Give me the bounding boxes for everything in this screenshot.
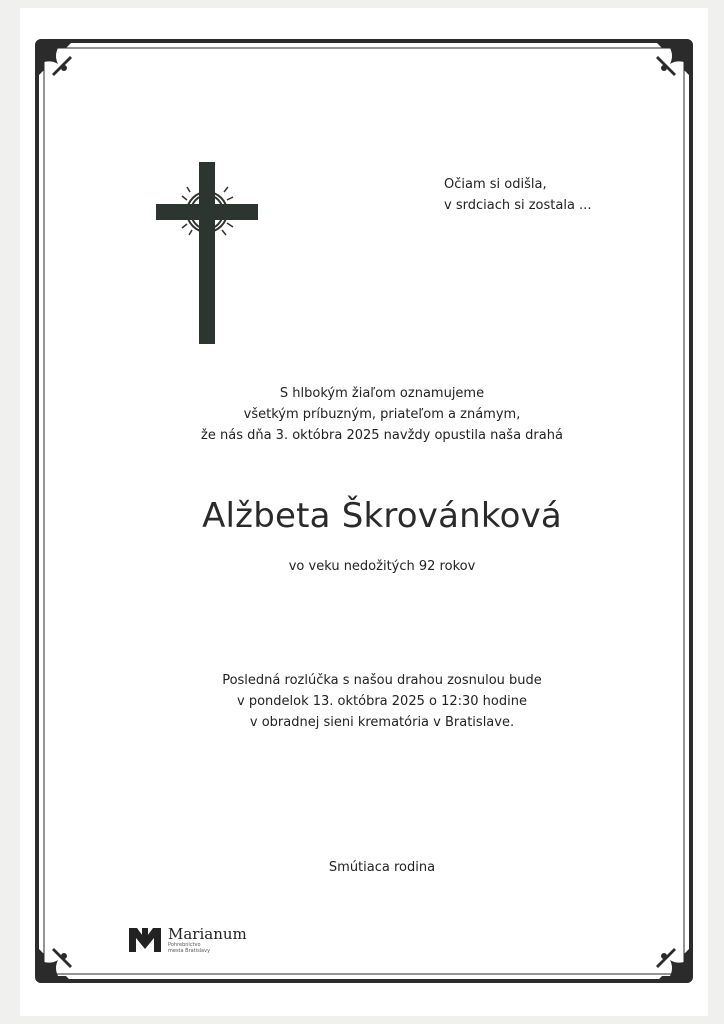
signature: Smútiaca rodina [328, 860, 436, 875]
obituary-sheet [20, 8, 708, 1016]
deceased-name: Alžbeta Škrovánková [202, 496, 562, 536]
announcement-line: že nás dňa 3. októbra 2025 navždy opustila naša drahá [201, 428, 563, 443]
cross-with-crown-of-thorns-icon [154, 160, 262, 346]
marianum-logo [128, 926, 247, 954]
logo-subtitle: Pohrebníctvo [168, 942, 201, 948]
epitaph-line: Očiam si odišla, [444, 177, 547, 192]
farewell-line: Posledná rozlúčka s našou drahou zosnulou bude [222, 673, 542, 688]
epitaph-line: v srdciach si zostala ... [444, 198, 592, 213]
age-line: vo veku nedožitých 92 rokov [288, 559, 476, 574]
farewell-line: v pondelok 13. októbra 2025 o 12:30 hodine [237, 694, 527, 709]
logo-subtitle: mesta Bratislavy [168, 948, 211, 954]
announcement-line: všetkým príbuzným, priateľom a známym, [243, 407, 521, 422]
farewell-details [100, 670, 664, 733]
announcement-text [100, 383, 664, 446]
marianum-logo-icon [128, 927, 162, 953]
announcement-line: S hlbokým žiaľom oznamujeme [279, 386, 485, 401]
epitaph-quote [444, 174, 591, 216]
farewell-line: v obradnej sieni krematória v Bratislave. [249, 715, 515, 730]
logo-name: Marianum [168, 925, 247, 943]
